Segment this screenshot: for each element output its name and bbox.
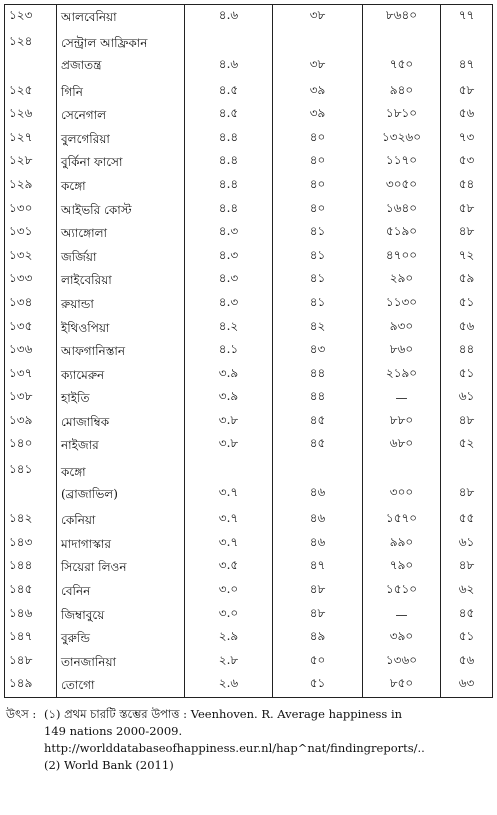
rank-cell: ১৪৭: [5, 626, 57, 650]
rank-cell: ১৩৯: [5, 410, 57, 434]
gni-cell: ১১৭০: [363, 151, 441, 175]
country-cell: [57, 434, 185, 458]
life-expectancy-cell: ৫৬: [441, 316, 493, 340]
table-row: [5, 5, 493, 29]
happiness-score-cell: ২.৬: [185, 674, 273, 698]
gni-cell: ৪৭০০: [363, 245, 441, 269]
score-rank-cell: ৪০: [273, 151, 363, 175]
country-name: গিনি: [61, 84, 83, 99]
rank-cell: ১৩০: [5, 198, 57, 222]
happiness-score-cell: ৩.৭: [185, 457, 273, 508]
country-name: ইথিওপিয়া: [61, 320, 110, 335]
rank-cell: ১৪২: [5, 508, 57, 532]
gni-cell: ৫১৯০: [363, 221, 441, 245]
country-name: নাইজার: [61, 438, 99, 453]
happiness-score-cell: ৩.৮: [185, 434, 273, 458]
life-expectancy-cell: ৪৭: [441, 29, 493, 80]
gni-cell: ৮৬৪০: [363, 5, 441, 29]
country-name: আইভরি কোস্ট: [61, 202, 132, 217]
country-name: বুরুন্ডি: [61, 631, 90, 646]
score-rank-cell: ৪০: [273, 174, 363, 198]
table-row: [5, 556, 493, 580]
life-expectancy-cell: ৫৯: [441, 269, 493, 293]
rank-cell: ১৪৬: [5, 603, 57, 627]
happiness-score-cell: ৪.৪: [185, 174, 273, 198]
country-name-line-2: (ব্রাজাভিল): [61, 486, 118, 501]
table-row: [5, 626, 493, 650]
score-rank-cell: ৪৪: [273, 387, 363, 411]
score-rank-cell: ৪৬: [273, 508, 363, 532]
life-expectancy-cell: ৬৩: [441, 674, 493, 698]
happiness-score-cell: ৪.৪: [185, 198, 273, 222]
country-cell: [57, 603, 185, 627]
gni-cell: ৩০০: [363, 457, 441, 508]
country-cell: [57, 674, 185, 698]
country-name: ক্যামেরুন: [61, 367, 105, 382]
table-body: [5, 5, 493, 698]
country-name: কেনিয়া: [61, 513, 96, 528]
score-rank-cell: ৪৫: [273, 410, 363, 434]
life-expectancy-cell: ৫১: [441, 626, 493, 650]
rank-cell: ১৩৮: [5, 387, 57, 411]
country-name: তানজানিয়া: [61, 654, 117, 669]
rank-cell: ১৪৩: [5, 532, 57, 556]
table-row: [5, 532, 493, 556]
life-expectancy-cell: ৭৭: [441, 5, 493, 29]
life-expectancy-cell: ৭২: [441, 245, 493, 269]
happiness-score-cell: ৩.৭: [185, 532, 273, 556]
happiness-score-cell: ৩.৫: [185, 556, 273, 580]
life-expectancy-cell: ৫৫: [441, 508, 493, 532]
country-name-line-2: প্রজাতন্ত্র: [61, 58, 102, 73]
table-row: [5, 29, 493, 80]
life-expectancy-cell: ৫১: [441, 292, 493, 316]
life-expectancy-cell: ৬২: [441, 579, 493, 603]
score-rank-cell: ৪২: [273, 316, 363, 340]
country-cell: [57, 316, 185, 340]
life-expectancy-cell: ৪৮: [441, 410, 493, 434]
rank-cell: ১৩৫: [5, 316, 57, 340]
country-cell: [57, 363, 185, 387]
table-row: [5, 508, 493, 532]
rank-cell: ১২৯: [5, 174, 57, 198]
score-rank-cell: ৩৮: [273, 29, 363, 80]
happiness-score-cell: ৪.৩: [185, 245, 273, 269]
happiness-score-cell: ৩.০: [185, 579, 273, 603]
gni-cell: ৭৯০: [363, 556, 441, 580]
happiness-score-cell: ৪.৪: [185, 127, 273, 151]
rank-cell: ১৩৭: [5, 363, 57, 387]
country-name: বেনিন: [61, 584, 91, 599]
table-row: [5, 339, 493, 363]
table-row: [5, 410, 493, 434]
score-rank-cell: ৪৯: [273, 626, 363, 650]
country-name: বুর্কিনা ফাসো: [61, 155, 123, 170]
country-cell: [57, 221, 185, 245]
happiness-table: [4, 4, 493, 698]
rank-cell: ১২৫: [5, 80, 57, 104]
happiness-score-cell: ৩.০: [185, 603, 273, 627]
table-row: [5, 457, 493, 508]
gni-cell: ৯৩০: [363, 316, 441, 340]
happiness-score-cell: ২.৯: [185, 626, 273, 650]
country-name: লাইবেরিয়া: [61, 273, 112, 288]
score-rank-cell: ৩৯: [273, 103, 363, 127]
gni-cell: ১৬৪০: [363, 198, 441, 222]
score-rank-cell: ৪৮: [273, 579, 363, 603]
country-cell: [57, 103, 185, 127]
country-cell: [57, 151, 185, 175]
score-rank-cell: ৪৩: [273, 339, 363, 363]
gni-cell: ৩৯০: [363, 626, 441, 650]
country-cell: [57, 410, 185, 434]
happiness-score-cell: ৩.৭: [185, 508, 273, 532]
table-row: [5, 674, 493, 698]
life-expectancy-cell: ৭৩: [441, 127, 493, 151]
country-name: রুয়ান্ডা: [61, 296, 94, 311]
rank-cell: ১৩৪: [5, 292, 57, 316]
score-rank-cell: ৪৬: [273, 457, 363, 508]
rank-cell: ১৩৩: [5, 269, 57, 293]
life-expectancy-cell: ৬১: [441, 532, 493, 556]
country-cell: [57, 387, 185, 411]
source-label: উৎস :: [6, 707, 37, 721]
gni-cell: ১৩৬০: [363, 650, 441, 674]
country-cell: [57, 579, 185, 603]
happiness-score-cell: ৪.৫: [185, 80, 273, 104]
country-cell: [57, 556, 185, 580]
table-row: [5, 127, 493, 151]
score-rank-cell: ৫০: [273, 650, 363, 674]
country-cell: [57, 198, 185, 222]
rank-cell: ১২৩: [5, 5, 57, 29]
table-row: [5, 198, 493, 222]
source-line-2: 149 nations 2000-2009.: [44, 724, 183, 738]
rank-cell: ১৪০: [5, 434, 57, 458]
rank-cell: ১৪১: [5, 457, 57, 508]
table-row: [5, 269, 493, 293]
country-name: জিম্বাবুয়ে: [61, 607, 105, 622]
country-name: মোজাম্বিক: [61, 414, 110, 429]
source-line-4: (2) World Bank (2011): [44, 758, 174, 772]
score-rank-cell: ৪৭: [273, 556, 363, 580]
happiness-score-cell: ৪.৪: [185, 151, 273, 175]
country-name: বুলগেরিয়া: [61, 131, 110, 146]
country-name: আলবেনিয়া: [61, 9, 117, 24]
source-note: [6, 706, 492, 774]
country-cell: [57, 457, 185, 508]
life-expectancy-cell: ৫৩: [441, 151, 493, 175]
happiness-score-cell: ৪.৩: [185, 269, 273, 293]
gni-cell: ১৩২৬০: [363, 127, 441, 151]
table-row: [5, 174, 493, 198]
score-rank-cell: ৩৮: [273, 5, 363, 29]
happiness-score-cell: ৩.৮: [185, 410, 273, 434]
table-row: [5, 387, 493, 411]
table-row: [5, 151, 493, 175]
gni-cell: ৮৮০: [363, 410, 441, 434]
life-expectancy-cell: ৪৮: [441, 457, 493, 508]
life-expectancy-cell: ৪৫: [441, 603, 493, 627]
table-row: [5, 434, 493, 458]
gni-cell: ৯৯০: [363, 532, 441, 556]
score-rank-cell: ৪৮: [273, 603, 363, 627]
country-cell: [57, 626, 185, 650]
country-name: সিয়েরা লিওন: [61, 560, 127, 575]
happiness-score-cell: ৪.১: [185, 339, 273, 363]
score-rank-cell: ৪৫: [273, 434, 363, 458]
country-name: কঙ্গো: [61, 464, 86, 479]
table-row: [5, 316, 493, 340]
gni-cell: ২১৯০: [363, 363, 441, 387]
rank-cell: ১২৮: [5, 151, 57, 175]
life-expectancy-cell: ৪৪: [441, 339, 493, 363]
score-rank-cell: ৩৯: [273, 80, 363, 104]
country-name: মাদাগাস্কার: [61, 536, 111, 551]
rank-cell: ১২৬: [5, 103, 57, 127]
rank-cell: ১৪৫: [5, 579, 57, 603]
country-name: সেন্ট্রাল আফ্রিকান: [61, 36, 148, 51]
table-row: [5, 245, 493, 269]
happiness-score-cell: ৪.৬: [185, 29, 273, 80]
table-row: [5, 603, 493, 627]
happiness-score-cell: ৪.৩: [185, 292, 273, 316]
rank-cell: ১৪৪: [5, 556, 57, 580]
gni-cell: ৮৫০: [363, 674, 441, 698]
country-name: কঙ্গো: [61, 178, 86, 193]
happiness-score-cell: ৪.৩: [185, 221, 273, 245]
life-expectancy-cell: ৫৬: [441, 650, 493, 674]
score-rank-cell: ৪০: [273, 127, 363, 151]
life-expectancy-cell: ৫৬: [441, 103, 493, 127]
life-expectancy-cell: ৬১: [441, 387, 493, 411]
gni-cell: —: [363, 387, 441, 411]
life-expectancy-cell: ৫৪: [441, 174, 493, 198]
country-name: সেনেগাল: [61, 108, 107, 123]
happiness-score-cell: ২.৮: [185, 650, 273, 674]
happiness-score-cell: ৪.৬: [185, 5, 273, 29]
gni-cell: ৯৪০: [363, 80, 441, 104]
happiness-score-cell: ৪.২: [185, 316, 273, 340]
rank-cell: ১৪৮: [5, 650, 57, 674]
score-rank-cell: ৪১: [273, 221, 363, 245]
source-url[interactable]: http://worlddatabaseofhappiness.eur.nl/hap^nat/findingreports/..: [44, 741, 425, 755]
country-cell: [57, 339, 185, 363]
score-rank-cell: ৪৪: [273, 363, 363, 387]
country-name: অ্যাঙ্গোলা: [61, 226, 108, 241]
country-name: হাইতি: [61, 391, 90, 406]
score-rank-cell: ৪১: [273, 269, 363, 293]
life-expectancy-cell: ৫৮: [441, 80, 493, 104]
country-name: তোগো: [61, 678, 95, 693]
gni-cell: ১৫৭০: [363, 508, 441, 532]
country-cell: [57, 292, 185, 316]
country-cell: [57, 5, 185, 29]
rank-cell: ১২৭: [5, 127, 57, 151]
score-rank-cell: ৪০: [273, 198, 363, 222]
gni-cell: ৮৬০: [363, 339, 441, 363]
table-row: [5, 650, 493, 674]
gni-cell: ২৯০: [363, 269, 441, 293]
table-row: [5, 579, 493, 603]
country-cell: [57, 245, 185, 269]
country-name: জর্জিয়া: [61, 249, 97, 264]
country-cell: [57, 650, 185, 674]
rank-cell: ১৪৯: [5, 674, 57, 698]
table-row: [5, 292, 493, 316]
country-cell: [57, 174, 185, 198]
country-cell: [57, 127, 185, 151]
rank-cell: ১৩৬: [5, 339, 57, 363]
life-expectancy-cell: ৫২: [441, 434, 493, 458]
happiness-score-cell: ৪.৫: [185, 103, 273, 127]
life-expectancy-cell: ৪৮: [441, 221, 493, 245]
table-row: [5, 363, 493, 387]
country-cell: [57, 29, 185, 80]
gni-cell: ১৮১০: [363, 103, 441, 127]
table-row: [5, 103, 493, 127]
source-line-1: (১) প্রথম চারটি স্তম্ভের উপাত্ত : Veenhoven. R. Average happiness in: [44, 707, 403, 721]
country-cell: [57, 80, 185, 104]
happiness-score-cell: ৩.৯: [185, 387, 273, 411]
life-expectancy-cell: ৪৮: [441, 556, 493, 580]
country-cell: [57, 508, 185, 532]
score-rank-cell: ৪১: [273, 292, 363, 316]
score-rank-cell: ৪৬: [273, 532, 363, 556]
life-expectancy-cell: ৫৮: [441, 198, 493, 222]
gni-cell: ৭৫০: [363, 29, 441, 80]
rank-cell: ১৩২: [5, 245, 57, 269]
rank-cell: ১২৪: [5, 29, 57, 80]
life-expectancy-cell: ৫১: [441, 363, 493, 387]
table-row: [5, 221, 493, 245]
score-rank-cell: ৫১: [273, 674, 363, 698]
gni-cell: ৬৮০: [363, 434, 441, 458]
country-cell: [57, 269, 185, 293]
gni-cell: ১১৩০: [363, 292, 441, 316]
happiness-score-cell: ৩.৯: [185, 363, 273, 387]
gni-cell: ১৫১০: [363, 579, 441, 603]
gni-cell: ৩০৫০: [363, 174, 441, 198]
rank-cell: ১৩১: [5, 221, 57, 245]
table-row: [5, 80, 493, 104]
country-cell: [57, 532, 185, 556]
gni-cell: —: [363, 603, 441, 627]
score-rank-cell: ৪১: [273, 245, 363, 269]
country-name: আফগানিস্তান: [61, 344, 125, 359]
